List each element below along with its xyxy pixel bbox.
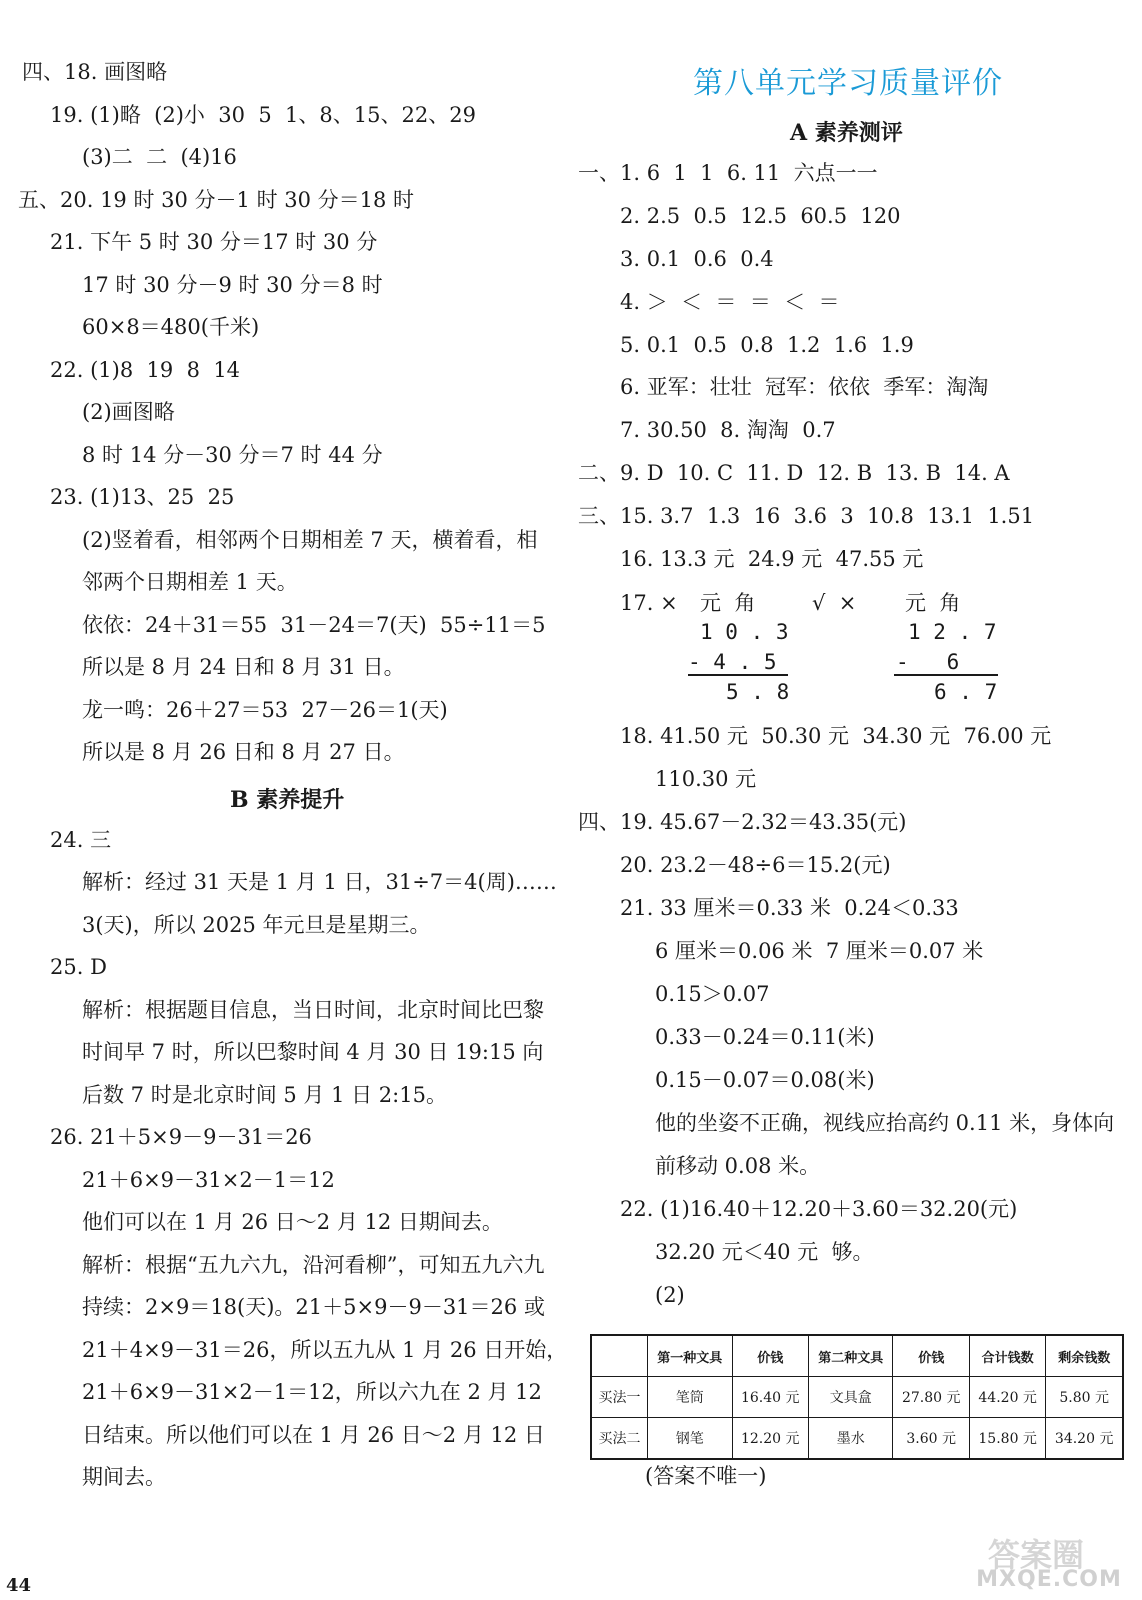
answer-line: 四、18. 画图略 <box>22 60 168 84</box>
answer-line: 8 时 14 分－30 分＝7 时 44 分 <box>82 443 383 467</box>
answer-line: 日结束。所以他们可以在 1 月 26 日～2 月 12 日 <box>82 1423 545 1447</box>
answer-line: 17 时 30 分－9 时 30 分＝8 时 <box>82 273 383 297</box>
answer-line: 四、19. 45.67－2.32＝43.35(元) <box>578 810 907 834</box>
answer-line: 110.30 元 <box>655 767 757 791</box>
answer-line: 19. (1)略 (2)小 30 5 1、8、15、22、29 <box>50 103 476 127</box>
answer-line: 6 厘米＝0.06 米 7 厘米＝0.07 米 <box>655 939 984 963</box>
answer-line: (2)竖着看，相邻两个日期相差 7 天，横着看，相 <box>82 528 538 552</box>
table-header: 第二种文具 <box>808 1335 893 1377</box>
calc-operand: 1 2 . 7 <box>908 620 997 644</box>
answer-line: 4. ＞ ＜ ＝ ＝ ＜ ＝ <box>620 290 840 314</box>
answer-line: 21＋6×9－31×2－1＝12，所以六九在 2 月 12 <box>82 1380 542 1404</box>
answer-line: 21＋4×9－31＝26，所以五九从 1 月 26 日开始， <box>82 1338 568 1362</box>
section-heading: A 素养测评 <box>790 120 903 146</box>
answer-line: 7. 30.50 8. 淘淘 0.7 <box>620 418 836 442</box>
answer-line: 60×8＝480(千米) <box>82 315 260 339</box>
table-cell: 15.80 元 <box>969 1418 1045 1460</box>
answer-line: 22. (1)16.40＋12.20＋3.60＝32.20(元) <box>620 1197 1018 1221</box>
answer-line: 3(天)，所以 2025 年元旦是星期三。 <box>82 913 431 937</box>
answer-line: 后数 7 时是北京时间 5 月 1 日 2:15。 <box>82 1083 447 1107</box>
answer-line: 25. D <box>50 955 107 979</box>
table-row <box>591 1418 1123 1460</box>
table-header: 价钱 <box>893 1335 969 1377</box>
answer-line: 18. 41.50 元 50.30 元 34.30 元 76.00 元 <box>620 724 1052 748</box>
answer-line: 6. 亚军：壮壮 冠军：依依 季军：淘淘 <box>620 375 989 399</box>
watermark-logo: 答案圈 <box>988 1536 1085 1574</box>
answer-line: 所以是 8 月 24 日和 8 月 31 日。 <box>82 655 405 679</box>
table-cell: 44.20 元 <box>969 1377 1045 1418</box>
answer-line: 21. 下午 5 时 30 分＝17 时 30 分 <box>50 230 378 254</box>
calc-header: 元 角 <box>700 591 756 615</box>
answer-line: 解析：经过 31 天是 1 月 1 日，31÷7＝4(周)…… <box>82 870 557 894</box>
answer-line: 0.15＞0.07 <box>655 982 770 1006</box>
answer-line: 龙一鸣：26＋27＝53 27－26＝1(天) <box>82 698 448 722</box>
answer-line: 22. (1)8 19 8 14 <box>50 358 241 382</box>
answer-line: 一、1. 6 1 1 6. 11 六点一一 <box>578 161 878 185</box>
answer-line: 32.20 元＜40 元 够。 <box>655 1240 874 1264</box>
page-title: 第八单元学习质量评价 <box>693 66 1003 101</box>
answer-line: 5. 0.1 0.5 0.8 1.2 1.6 1.9 <box>620 333 914 357</box>
calc-result: 5 . 8 <box>726 680 790 704</box>
table-cell: 文具盒 <box>808 1377 893 1418</box>
answer-line: 23. (1)13、25 25 <box>50 485 235 509</box>
answer-line: 2. 2.5 0.5 12.5 60.5 120 <box>620 204 901 228</box>
calc-operand: - 6 <box>896 650 960 674</box>
table-cell: 16.40 元 <box>732 1377 808 1418</box>
answer-line: 16. 13.3 元 24.9 元 47.55 元 <box>620 547 924 571</box>
answer-line: (3)二 二 (4)16 <box>82 145 237 169</box>
watermark <box>964 1530 1134 1592</box>
answer-line: 24. 三 <box>50 828 112 852</box>
calc-operand: 1 0 . 3 <box>700 620 789 644</box>
calc-rule <box>688 674 788 676</box>
answer-line: (2) <box>655 1283 685 1307</box>
calc-result: 6 . 7 <box>934 680 998 704</box>
table-header <box>591 1335 648 1377</box>
table-cell: 5.80 元 <box>1046 1377 1123 1418</box>
answer-line: 五、20. 19 时 30 分－1 时 30 分＝18 时 <box>18 188 415 212</box>
answer-line: 3. 0.1 0.6 0.4 <box>620 247 774 271</box>
section-heading: B 素养提升 <box>230 787 345 813</box>
answer-line: 时间早 7 时，所以巴黎时间 4 月 30 日 19:15 向 <box>82 1040 544 1064</box>
answer-line: 所以是 8 月 26 日和 8 月 27 日。 <box>82 740 405 764</box>
answer-line: 解析：根据“五九六九，沿河看柳”，可知五九六九 <box>82 1253 545 1277</box>
answer-line: 20. 23.2－48÷6＝15.2(元) <box>620 853 891 877</box>
answer-line: 持续：2×9＝18(天)。21＋5×9－9－31＝26 或 <box>82 1295 545 1319</box>
answer-line: 21. 33 厘米＝0.33 米 0.24＜0.33 <box>620 896 959 920</box>
purchase-table <box>590 1334 1124 1460</box>
answer-line: 前移动 0.08 米。 <box>655 1154 821 1178</box>
calc-operand: - 4 . 5 <box>688 650 777 674</box>
table-cell: 墨水 <box>808 1418 893 1460</box>
answer-line: 二、9. D 10. C 11. D 12. B 13. B 14. A <box>578 461 1010 485</box>
calc-rule <box>894 674 998 676</box>
answer-line: 21＋6×9－31×2－1＝12 <box>82 1168 335 1192</box>
answer-line: 他的坐姿不正确，视线应抬高约 0.11 米，身体向 <box>655 1111 1115 1135</box>
table-header-row <box>591 1335 1123 1377</box>
answer-line: 0.33－0.24＝0.11(米) <box>655 1025 875 1049</box>
table-header: 第一种文具 <box>648 1335 733 1377</box>
table-cell: 买法二 <box>591 1418 648 1460</box>
table-cell: 钢笔 <box>648 1418 733 1460</box>
answer-line: 三、15. 3.7 1.3 16 3.6 3 10.8 13.1 1.51 <box>578 504 1035 528</box>
watermark-site: MXQE.COM <box>976 1567 1122 1592</box>
page-number: 44 <box>6 1575 32 1596</box>
answer-line: 他们可以在 1 月 26 日～2 月 12 日期间去。 <box>82 1210 503 1234</box>
table-header: 价钱 <box>732 1335 808 1377</box>
answer-line: 0.15－0.07＝0.08(米) <box>655 1068 875 1092</box>
answer-line: (2)画图略 <box>82 400 175 424</box>
table-cell: 34.20 元 <box>1046 1418 1123 1460</box>
answer-line: 邻两个日期相差 1 天。 <box>82 570 298 594</box>
answer-line: 依依：24＋31＝55 31－24＝7(天) 55÷11＝5 <box>82 613 546 637</box>
answer-note: (答案不唯一) <box>645 1464 767 1488</box>
answer-line: 17. × <box>620 591 678 615</box>
calc-header: 元 角 <box>905 591 961 615</box>
table-header: 剩余钱数 <box>1046 1335 1123 1377</box>
answer-line: 期间去。 <box>82 1465 166 1489</box>
table-cell: 买法一 <box>591 1377 648 1418</box>
table-cell: 3.60 元 <box>893 1418 969 1460</box>
table-header: 合计钱数 <box>969 1335 1045 1377</box>
table-cell: 笔筒 <box>648 1377 733 1418</box>
answer-line: 26. 21＋5×9－9－31＝26 <box>50 1125 312 1149</box>
table-row <box>591 1377 1123 1418</box>
answer-line: √ × <box>812 591 857 615</box>
table-cell: 27.80 元 <box>893 1377 969 1418</box>
answer-line: 解析：根据题目信息，当日时间，北京时间比巴黎 <box>82 998 544 1022</box>
table-cell: 12.20 元 <box>732 1418 808 1460</box>
